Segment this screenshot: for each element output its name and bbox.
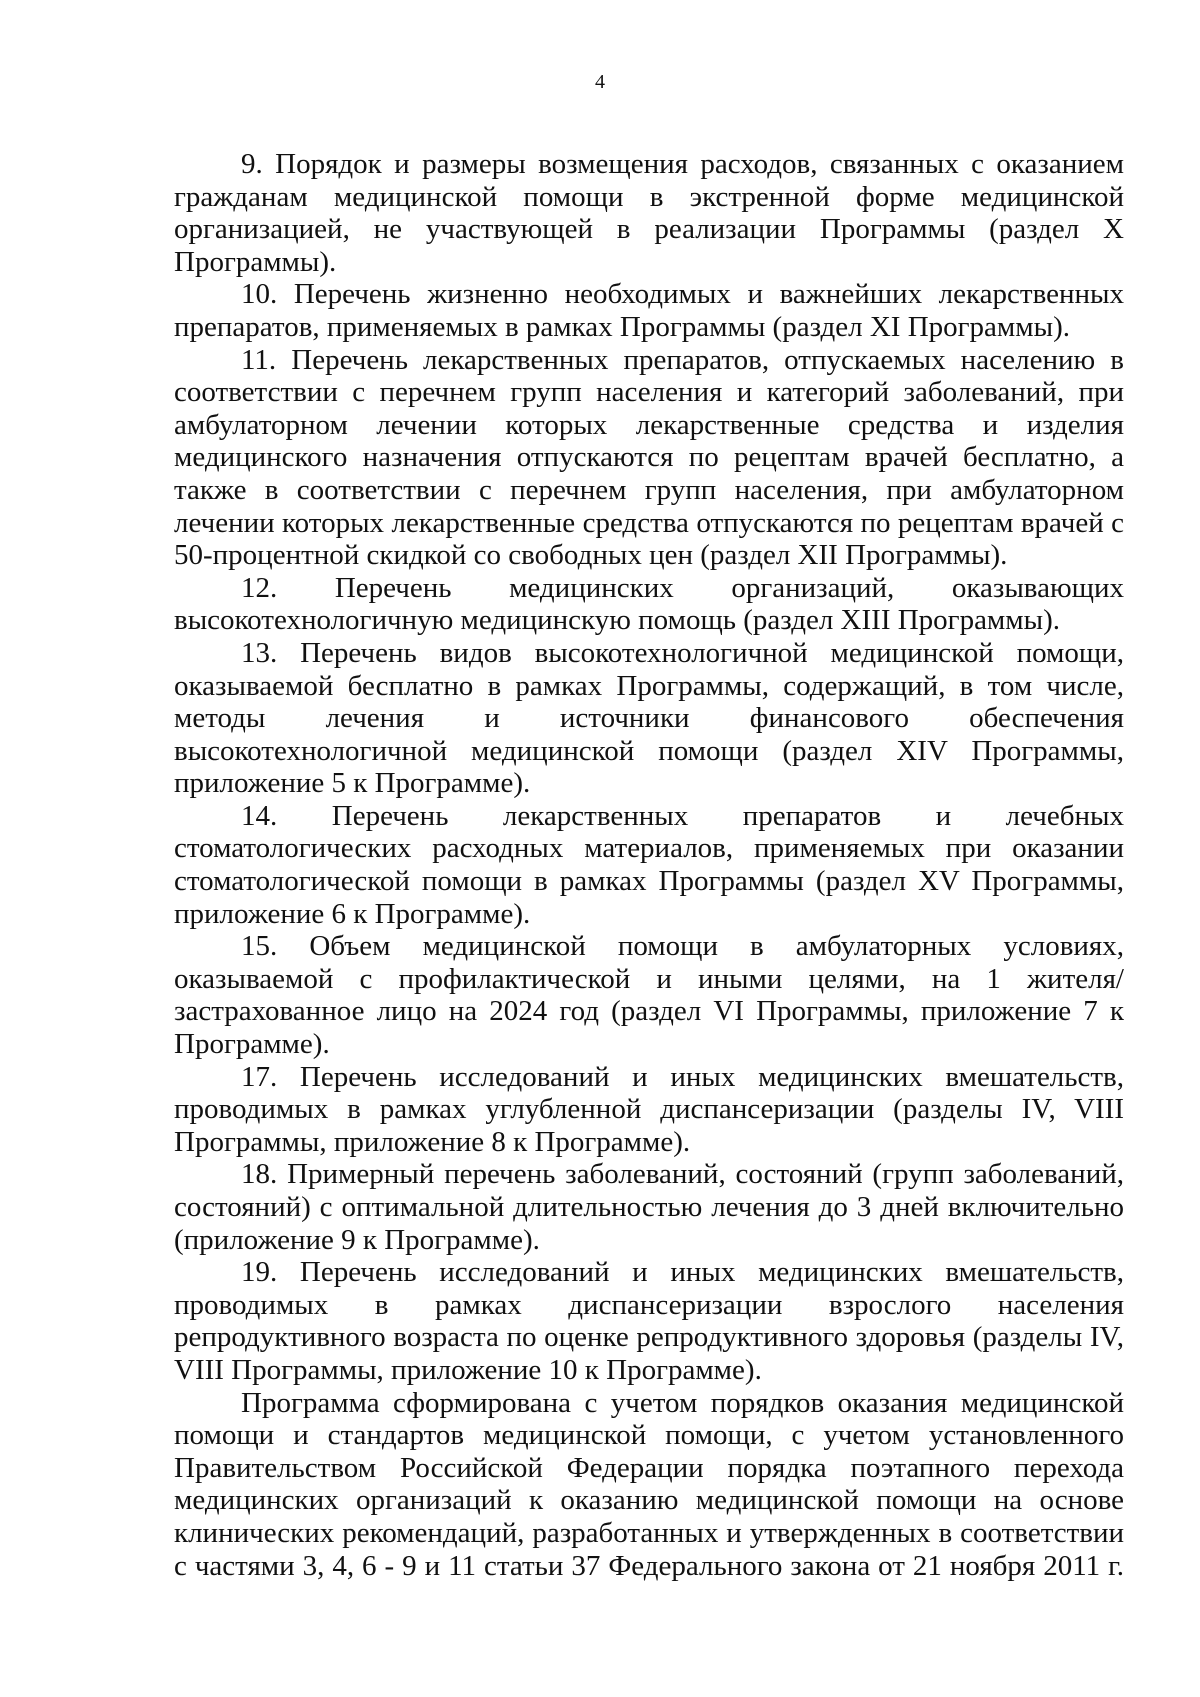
paragraph-item-10: 10. Перечень жизненно необходимых и важнейших лекарственных препаратов, применяемых в рамках Программы (раздел XI Программы). (174, 278, 1124, 343)
paragraph-item-17: 17. Перечень исследований и иных медицинских вмешательств, проводимых в рамках углубленной диспансеризации (разделы IV, VIII Программы, приложение 8 к Программе). (174, 1060, 1124, 1158)
paragraph-program-summary: Программа сформирована с учетом порядков оказания медицинской помощи и стандартов медицинской помощи, с учетом установленного Правительством Российской Федерации порядка поэтапного перехода медицинских организаций к оказанию медицинской помощи на основе клинических рекомендаций, разработанных и утвержденных в соответствии с частями 3, 4, 6 - 9 и 11 статьи 37 Федерального закона от 21 ноября 2011 г. (174, 1386, 1124, 1582)
paragraph-item-12: 12. Перечень медицинских организаций, оказывающих высокотехнологичную медицинскую помощь (раздел XIII Программы). (174, 571, 1124, 637)
document-body (174, 148, 1124, 1582)
paragraph-item-19: 19. Перечень исследований и иных медицинских вмешательств, проводимых в рамках диспансеризации взрослого населения репродуктивного возраста по оценке репродуктивного здоровья (разделы IV, VIII Программы, приложение 10 к Программе). (174, 1256, 1124, 1386)
paragraph-item-9: 9. Порядок и размеры возмещения расходов, связанных с оказанием гражданам медицинской помощи в экстренной форме медицинской организацией, не участвующей в реализации Программы (раздел X Программы). (174, 148, 1124, 278)
paragraph-item-15: 15. Объем медицинской помощи в амбулаторных условиях, оказываемой с профилактической и иными целями, на 1 жителя/застрахованное лицо на 2024 год (раздел VI Программы, приложение 7 к Программе). (174, 930, 1124, 1061)
paragraph-item-13: 13. Перечень видов высокотехнологичной медицинской помощи, оказываемой бесплатно в рамках Программы, содержащий, в том числе, методы лечения и источники финансового обеспечения высокотехнологичной медицинской помощи (раздел XIV Программы, приложение 5 к Программе). (174, 636, 1124, 800)
page-number: 4 (595, 71, 605, 93)
paragraph-item-14: 14. Перечень лекарственных препаратов и лечебных стоматологических расходных материалов, применяемых при оказании стоматологической помощи в рамках Программы (раздел XV Программы, приложение 6 к Программе). (174, 799, 1124, 930)
paragraph-item-18: 18. Примерный перечень заболеваний, состояний (групп заболеваний, состояний) с оптимальной длительностью лечения до 3 дней включительно (приложение 9 к Программе). (174, 1158, 1124, 1256)
paragraph-item-11: 11. Перечень лекарственных препаратов, отпускаемых населению в соответствии с перечнем групп населения и категорий заболеваний, при амбулаторном лечении которых лекарственные средства и изделия медицинского назначения отпускаются по рецептам врачей бесплатно, а также в соответствии с перечнем групп населения, при амбулаторном лечении которых лекарственные средства отпускаются по рецептам врачей с 50-процентной скидкой со свободных цен (раздел XII Программы). (174, 343, 1124, 572)
